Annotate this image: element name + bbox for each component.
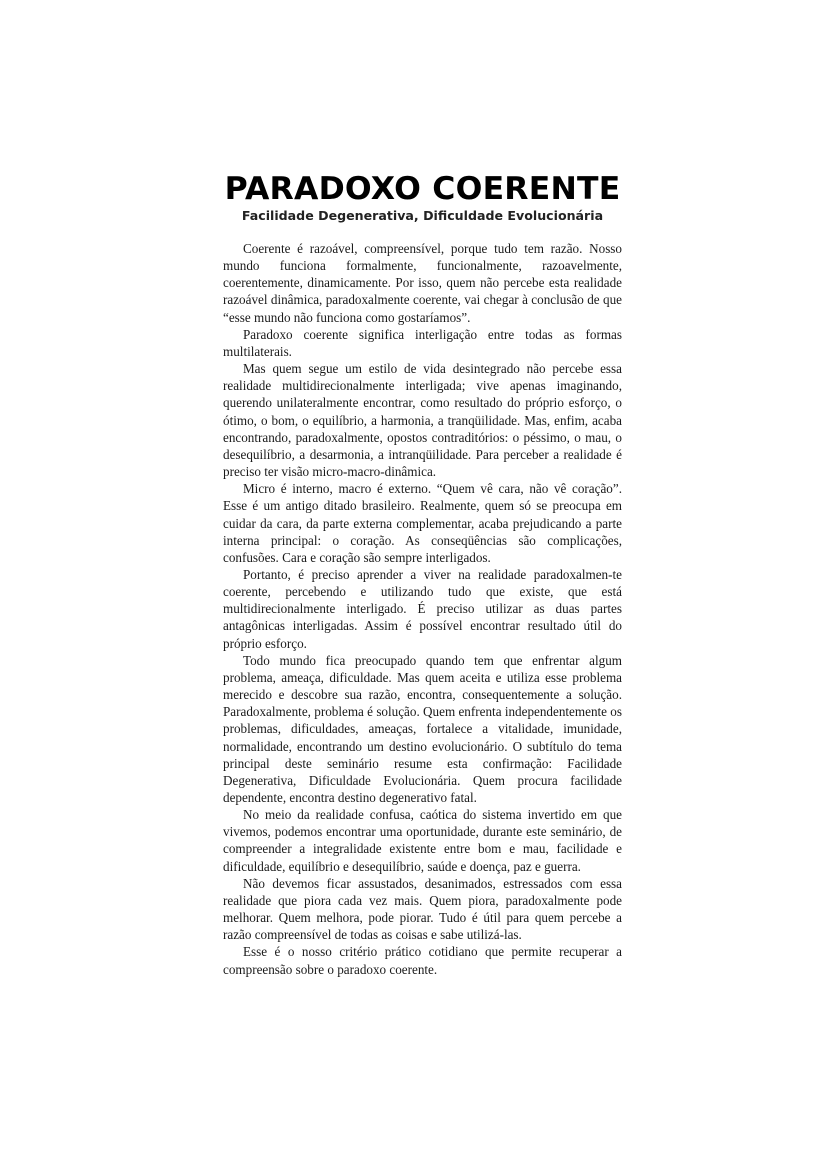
paragraph: Paradoxo coerente significa interligação entre todas as formas multilaterais. — [223, 326, 622, 359]
paragraph: Mas quem segue um estilo de vida desintegrado não percebe essa realidade multidirecionalmente interligada; vive apenas imaginando, querendo unilateralmente encontrar, como resultado do próprio esforço, o ótimo, o bom, o equilíbrio, a harmonia, a tranqüilidade. Mas, enfim, acaba encontrando, paradoxalmente, opostos contraditórios: o péssimo, o mau, o desequilíbrio, a desarmonia, a intranqüilidade. Para perceber a realidade é preciso ter visão micro-macro-dinâmica. — [223, 361, 622, 480]
paragraph: Portanto, é preciso aprender a viver na realidade paradoxalmen-te coerente, percebendo e utilizando tudo que existe, que está multidirecionalmente interligado. É preciso utilizar as duas partes antagônicas interligadas. Assim é possível encontrar resultado útil do próprio esforço. — [223, 566, 622, 651]
article-body — [223, 240, 622, 978]
paragraph: Todo mundo fica preocupado quando tem que enfrentar algum problema, ameaça, dificuldade. Mas quem aceita e utiliza esse problema merecido e descobre sua razão, encontra, consequentemente a solução. Paradoxalmente, problema é solução. Quem enfrenta independentemente os problemas, dificuldades, ameaças, fortalece a vitalidade, imunidade, normalidade, encontrando um destino evolucionário. O subtítulo do tema principal deste seminário resume esta confirmação: Facilidade Degenerativa, Dificuldade Evolucionária. Quem procura facilidade dependente, encontra destino degenerativo fatal. — [223, 652, 622, 805]
paragraph: Não devemos ficar assustados, desanimados, estressados com essa realidade que piora cada vez mais. Quem piora, paradoxalmente pode melhorar. Quem melhora, pode piorar. Tudo é útil para quem percebe a razão compreensível de todas as coisas e sabe utilizá-las. — [223, 875, 622, 943]
paragraph: Esse é o nosso critério prático cotidiano que permite recuperar a compreensão sobre o paradoxo coerente. — [223, 944, 622, 977]
article-subtitle: Facilidade Degenerativa, Dificuldade Evolucionária — [241, 208, 604, 223]
article — [223, 170, 622, 978]
article-title: PARADOXO COERENTE — [224, 171, 621, 207]
paragraph: No meio da realidade confusa, caótica do sistema invertido em que vivemos, podemos encontrar uma oportunidade, durante este seminário, de compreender a integralidade existente entre bom e mau, facilidade e dificuldade, equilíbrio e desequilíbrio, saúde e doença, paz e guerra. — [223, 807, 622, 874]
paragraph: Micro é interno, macro é externo. “Quem vê cara, não vê coração”. Esse é um antigo ditado brasileiro. Realmente, quem só se preocupa em cuidar da cara, da parte externa complementar, acaba prejudicando a parte interna principal: o coração. As conseqüências são complicações, confusões. Cara e coração são sempre interligados. — [223, 481, 622, 565]
paragraph: Coerente é razoável, compreensível, porque tudo tem razão. Nosso mundo funciona formalmente, funcionalmente, razoavelmente, coerentemente, dinamicamente. Por isso, quem não percebe esta realidade razoável dinâmica, paradoxalmente coerente, vai chegar à conclusão de que “esse mundo não funciona como gostaríamos”. — [223, 241, 622, 325]
